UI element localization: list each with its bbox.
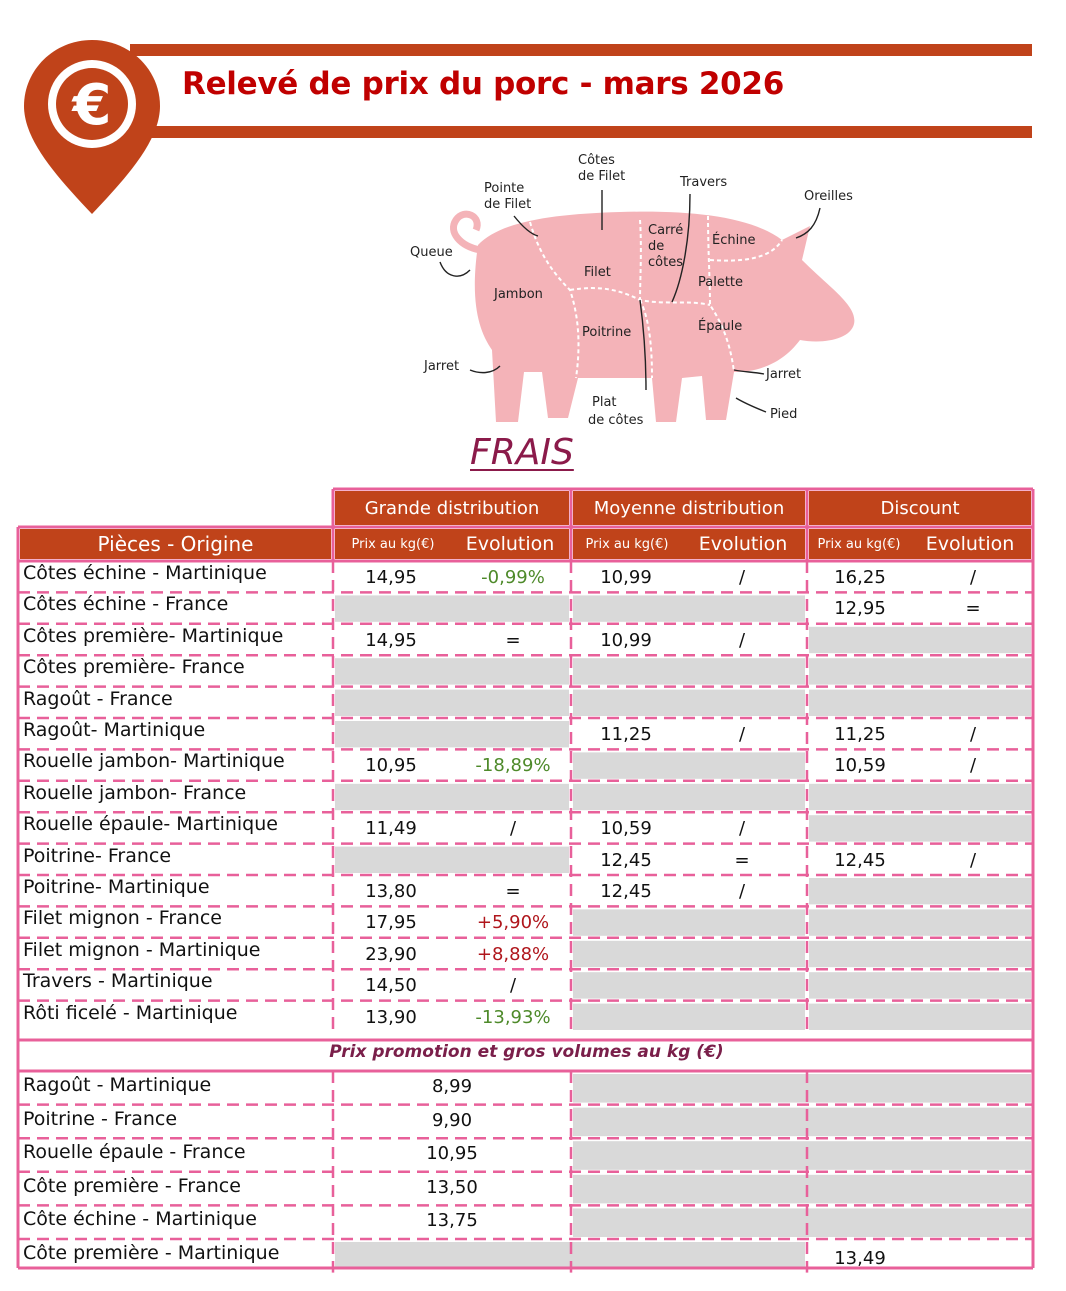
row-label: Rouelle jambon- France <box>23 781 247 804</box>
promo-row-label: Rouelle épaule - France <box>23 1141 246 1164</box>
sub-header-evolution: Evolution <box>451 529 569 559</box>
evolution-cell: / <box>509 975 517 997</box>
price-cell: 12,45 <box>600 881 652 902</box>
empty-cell <box>809 690 1031 716</box>
empty-cell <box>335 1242 805 1267</box>
empty-cell <box>335 721 569 747</box>
price-cell: 10,95 <box>365 755 417 777</box>
price-cell: 14,95 <box>365 629 417 651</box>
price-cell: 13,90 <box>365 1006 417 1028</box>
label-carre-de: de <box>648 239 665 254</box>
price-cell: 11,25 <box>600 724 652 745</box>
row-label: Poitrine- Martinique <box>23 876 210 898</box>
evolution-cell: -0,99% <box>481 567 545 588</box>
price-cell: 13,80 <box>365 881 417 902</box>
pig-cuts-diagram <box>390 150 860 440</box>
row-label: Rouelle jambon- Martinique <box>23 750 285 773</box>
col-group-gd: Grande distribution <box>335 491 569 525</box>
promo-row-label: Poitrine - France <box>23 1107 178 1130</box>
row-label: Côtes échine - Martinique <box>23 562 267 584</box>
first-col-header: Pièces - Origine <box>20 529 331 559</box>
promo-section-title: Prix promotion et gros volumes au kg (€) <box>329 1042 724 1062</box>
evolution-cell: / <box>969 567 977 588</box>
col-group-md: Moyenne distribution <box>573 491 805 525</box>
page-title: Relevé de prix du porc - mars 2026 <box>182 66 784 102</box>
sub-header-price: Prix au kg(€) <box>809 529 909 559</box>
label-plat-de-cotes: de côtes <box>588 413 644 428</box>
price-cell: 14,50 <box>365 975 417 997</box>
empty-cell <box>335 847 569 873</box>
price-cell: 12,45 <box>834 849 886 871</box>
empty-cell <box>573 1141 1031 1170</box>
label-oreilles: Oreilles <box>804 189 853 204</box>
empty-cell <box>809 941 1031 967</box>
evolution-cell: / <box>969 849 977 871</box>
row-label: Poitrine- France <box>23 844 172 867</box>
label-palette: Palette <box>698 275 744 290</box>
price-cell: 23,90 <box>365 943 417 965</box>
empty-cell <box>573 1108 1031 1137</box>
price-cell: 16,25 <box>834 567 886 588</box>
empty-cell <box>573 941 805 967</box>
empty-cell <box>809 784 1031 810</box>
empty-cell <box>809 909 1031 935</box>
label-plat: Plat <box>592 395 617 410</box>
empty-cell <box>809 815 1031 841</box>
label-pointe: Pointe <box>484 181 525 196</box>
row-label: Travers - Martinique <box>23 970 213 993</box>
label-pied: Pied <box>770 407 798 422</box>
price-cell: 17,95 <box>365 912 417 934</box>
promo-price-cell: 13,50 <box>426 1176 478 1198</box>
evolution-cell: / <box>509 818 517 840</box>
promo-price-cell: 9,90 <box>431 1109 473 1131</box>
row-label: Côtes première- France <box>23 656 245 679</box>
promo-price-cell: 10,95 <box>426 1143 478 1165</box>
price-cell: 10,99 <box>600 567 652 588</box>
label-carre-cotes: côtes <box>648 255 683 270</box>
label-travers: Travers <box>680 175 728 190</box>
row-label: Filet mignon - France <box>23 907 222 930</box>
section-title-frais: FRAIS <box>470 432 574 473</box>
sub-header-evolution: Evolution <box>681 529 805 559</box>
empty-cell <box>573 1175 1031 1204</box>
row-label: Rôti ficelé - Martinique <box>23 1001 238 1024</box>
label-filet: Filet <box>584 265 611 280</box>
empty-cell <box>573 690 805 716</box>
empty-cell <box>573 1208 1031 1237</box>
label-queue: Queue <box>410 245 453 260</box>
empty-cell <box>809 658 1031 684</box>
evolution-cell: = <box>505 881 521 902</box>
empty-cell <box>573 909 805 935</box>
price-cell: 11,25 <box>834 724 886 745</box>
evolution-cell: / <box>738 818 746 840</box>
col-group-d: Discount <box>809 491 1031 525</box>
price-cell: 12,45 <box>600 849 652 871</box>
label-jambon: Jambon <box>494 287 543 302</box>
promo-row-label: Côte première - Martinique <box>23 1242 280 1264</box>
promo-row-label: Ragoût - Martinique <box>23 1074 212 1096</box>
evolution-cell: -13,93% <box>475 1006 551 1028</box>
euro-pin-icon <box>18 36 166 218</box>
evolution-cell: = <box>965 598 981 620</box>
promo-price-cell: 8,99 <box>431 1076 473 1097</box>
empty-cell <box>573 595 805 621</box>
price-cell: 14,95 <box>365 567 417 588</box>
label-cotes-de-filet: de Filet <box>578 169 626 184</box>
sub-header-evolution: Evolution <box>909 529 1031 559</box>
promo-row-label: Côte première - France <box>23 1174 241 1197</box>
price-cell: 12,95 <box>834 598 886 620</box>
row-label: Ragoût - France <box>23 687 173 710</box>
evolution-cell: / <box>738 629 746 651</box>
empty-cell <box>809 972 1031 998</box>
evolution-cell: = <box>734 849 750 871</box>
price-cell: 10,59 <box>600 818 652 840</box>
empty-cell <box>809 878 1031 904</box>
evolution-cell: +8,88% <box>476 943 550 965</box>
label-epaule: Épaule <box>698 319 743 334</box>
sub-header-price: Prix au kg(€) <box>573 529 681 559</box>
price-cell: 10,99 <box>600 629 652 651</box>
label-cotes: Côtes <box>578 153 615 168</box>
empty-cell <box>573 784 805 810</box>
empty-cell <box>809 627 1031 653</box>
empty-cell <box>335 784 569 810</box>
euro-symbol: € <box>72 73 112 138</box>
empty-cell <box>809 1004 1031 1030</box>
evolution-cell: / <box>738 567 746 588</box>
row-label: Ragoût- Martinique <box>23 719 206 741</box>
evolution-cell: / <box>738 881 746 902</box>
row-label: Côtes première- Martinique <box>23 624 284 647</box>
price-cell: 10,59 <box>834 755 886 777</box>
row-label: Filet mignon - Martinique <box>23 938 261 961</box>
empty-cell <box>573 972 805 998</box>
evolution-cell: / <box>738 724 746 745</box>
promo-row-label: Côte échine - Martinique <box>23 1208 257 1231</box>
label-jarret-back: Jarret <box>424 359 460 374</box>
sub-header-price: Prix au kg(€) <box>335 529 451 559</box>
empty-cell <box>573 1074 1031 1103</box>
evolution-cell: = <box>505 629 521 651</box>
empty-cell <box>335 658 569 684</box>
promo-price-cell: 13,49 <box>834 1248 886 1269</box>
label-poitrine: Poitrine <box>582 325 632 340</box>
evolution-cell: / <box>969 755 977 777</box>
empty-cell <box>573 658 805 684</box>
empty-cell <box>335 595 569 621</box>
promo-price-cell: 13,75 <box>426 1210 478 1232</box>
label-carre: Carré <box>648 223 684 238</box>
row-label: Rouelle épaule- Martinique <box>23 813 278 836</box>
empty-cell <box>573 752 805 778</box>
label-de-filet: de Filet <box>484 197 532 212</box>
label-echine: Échine <box>712 233 756 248</box>
price-cell: 11,49 <box>365 818 417 840</box>
evolution-cell: -18,89% <box>475 755 551 777</box>
evolution-cell: / <box>969 724 977 745</box>
header-bottom-bar <box>130 126 1032 138</box>
empty-cell <box>335 690 569 716</box>
empty-cell <box>573 1004 805 1030</box>
row-label: Côtes échine - France <box>23 593 229 616</box>
evolution-cell: +5,90% <box>476 912 550 934</box>
header-top-bar <box>130 44 1032 56</box>
label-jarret-front: Jarret <box>766 367 802 382</box>
